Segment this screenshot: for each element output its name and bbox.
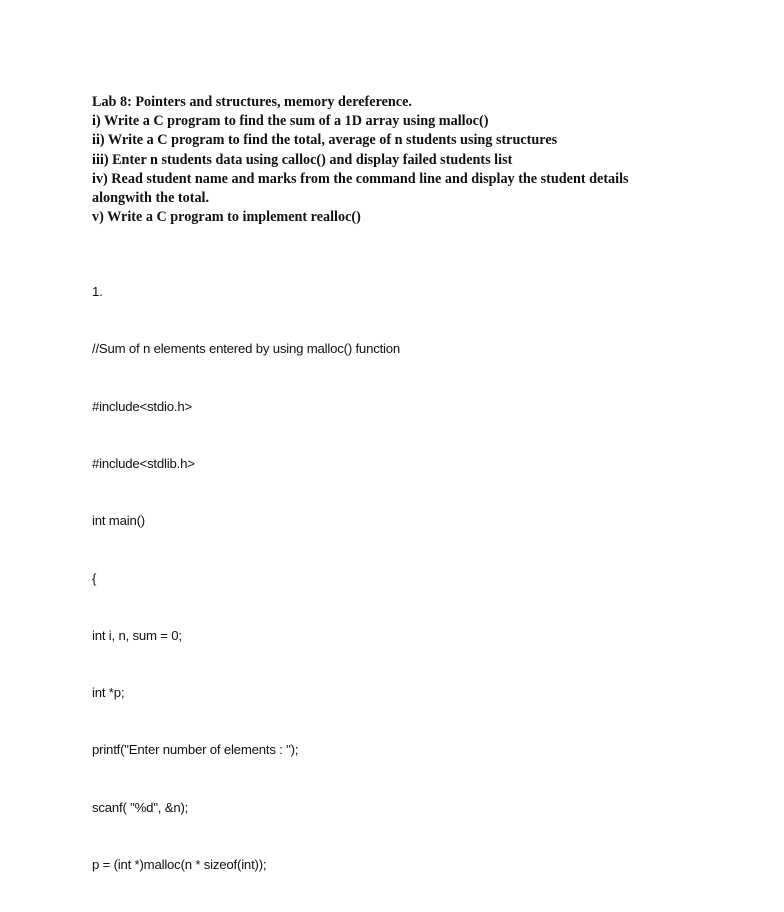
code-line: { bbox=[92, 570, 97, 586]
lab-title: Lab 8: Pointers and structures, memory dereference. bbox=[92, 94, 412, 110]
lab-heading bbox=[92, 93, 772, 227]
code-line: #include<stdio.h> bbox=[92, 398, 192, 414]
task-line: iii) Enter n students data using calloc() and display failed students list bbox=[92, 151, 513, 168]
task-line: ii) Write a C program to find the total, average of n students using structures bbox=[92, 132, 558, 149]
code-line: int *p; bbox=[92, 685, 125, 701]
code-line: p = (int *)malloc(n * sizeof(int)); bbox=[92, 857, 267, 872]
code-line: #include<stdlib.h> bbox=[92, 456, 195, 472]
code-line: scanf( "%d", &n); bbox=[92, 799, 189, 815]
task-line: i) Write a C program to find the sum of a 1D array using malloc() bbox=[92, 113, 489, 130]
task-line: v) Write a C program to implement realloc() bbox=[92, 209, 361, 226]
task-line: alongwith the total. bbox=[92, 190, 210, 207]
code-listing bbox=[92, 244, 772, 912]
code-line: printf("Enter number of elements : "); bbox=[92, 742, 299, 758]
code-line: //Sum of n elements entered by using malloc() function bbox=[92, 341, 401, 357]
task-line: iv) Read student name and marks from the command line and display the student details bbox=[92, 170, 629, 187]
code-line: int main() bbox=[92, 513, 145, 529]
section-number: 1. bbox=[92, 284, 103, 300]
code-line: int i, n, sum = 0; bbox=[92, 627, 182, 643]
